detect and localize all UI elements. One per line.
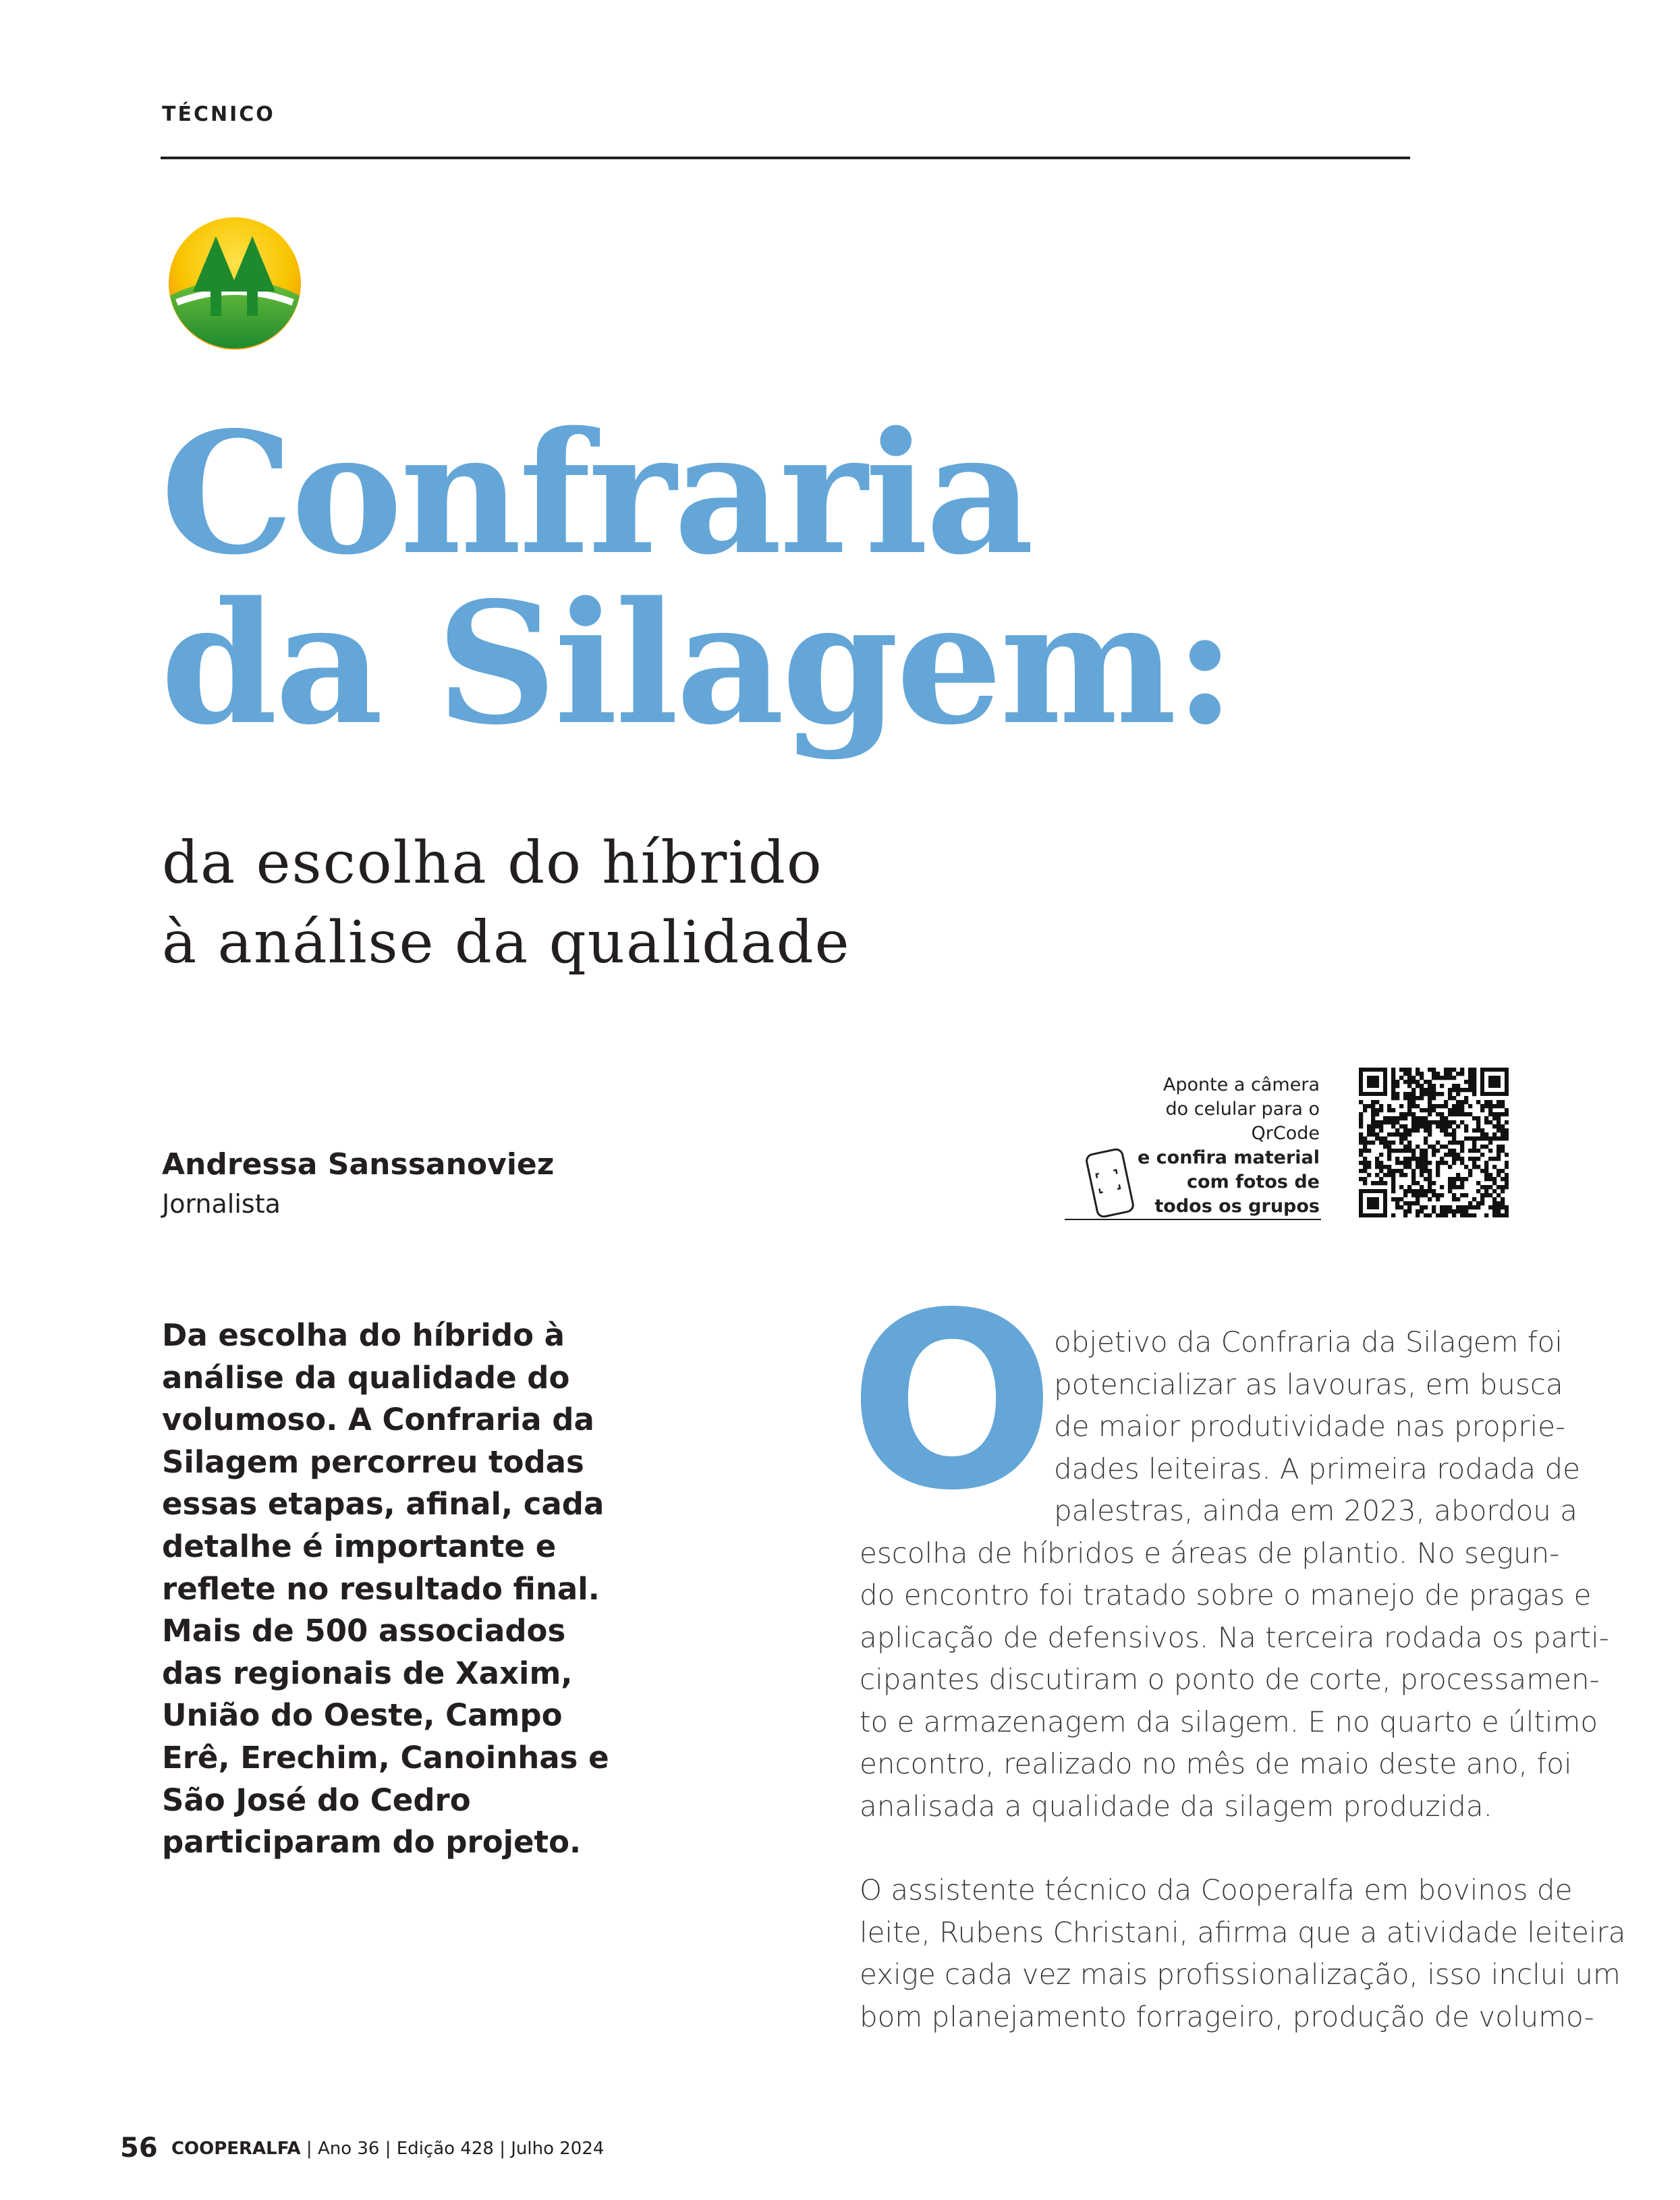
body-paragraph-2 [860, 1869, 1626, 2038]
qr-text-line: com fotos de [1187, 1172, 1320, 1192]
lead-paragraph: Da escolha do híbrido à análise da qualidade do volumoso. A Confraria da Silagem percorreu todas essas etapas, afinal, cada detalhe é importante e reflete no resultado final. Mais de 500 associados das regionais de Xaxim, União do Oeste, Campo Erê, Erechim, Canoinhas e São José do Cedro participaram do projeto. [162, 1317, 609, 1861]
qr-text-line: do celular para o [1165, 1099, 1320, 1120]
body-line: objetivo da Confraria da Silagem foi [1054, 1325, 1563, 1358]
body-line: potencializar as lavouras, em busca [1054, 1367, 1563, 1401]
qr-divider [1065, 1219, 1321, 1220]
body-line: to e armazenagem da silagem. E no quarto e último [860, 1705, 1598, 1738]
subtitle-line-1: da escolha do híbrido [162, 829, 823, 897]
body-line: bom planejamento forrageiro, produção de volumo- [860, 2000, 1594, 2033]
author-name: Andressa Sanssanoviez [162, 1147, 555, 1182]
body-paragraph-1 [860, 1321, 1609, 1827]
body-line: exige cada vez mais profissionalização, isso inclui um [860, 1958, 1621, 1991]
body-line: O assistente técnico da Cooperalfa em bovinos de [860, 1873, 1573, 1906]
qr-code[interactable] [1359, 1068, 1509, 1217]
body-line: cipantes discutiram o ponto de corte, processamen- [860, 1663, 1600, 1696]
cooperalfa-logo-icon [157, 216, 313, 351]
qr-text-line: e confira material [1137, 1147, 1320, 1168]
body-line: escolha de híbridos e áreas de plantio. No segun- [860, 1536, 1560, 1570]
body-line: palestras, ainda em 2023, abordou a [1054, 1494, 1577, 1527]
magazine-name: COOPERALFA [171, 2139, 301, 2159]
page-footer [120, 2133, 604, 2164]
article-title [161, 395, 1645, 762]
header-divider [161, 157, 1410, 159]
body-line: aplicação de defensivos. Na terceira rodada os parti- [860, 1620, 1609, 1654]
drop-cap: O [849, 1261, 1056, 1543]
section-label: TÉCNICO [162, 103, 275, 126]
body-line: encontro, realizado no mês de maio deste ano, foi [860, 1747, 1572, 1780]
issue-info: | Ano 36 | Edição 428 | Julho 2024 [306, 2139, 605, 2159]
body-line: do encontro foi tratado sobre o manejo de pragas e [860, 1578, 1592, 1612]
qr-text-line: todos os grupos [1154, 1196, 1320, 1217]
title-line-1: Confraria [161, 395, 1032, 592]
title-line-2: da Silagem: [161, 566, 1233, 762]
page-number: 56 [120, 2133, 158, 2164]
body-line: analisada a qualidade da silagem produzida. [860, 1789, 1492, 1823]
qr-text-line: QrCode [1251, 1123, 1320, 1144]
body-line: de maior produtividade nas proprie- [1054, 1410, 1566, 1443]
qr-text-line: Aponte a câmera [1163, 1074, 1320, 1095]
author-role: Jornalista [162, 1189, 281, 1219]
article-subtitle [162, 823, 1241, 983]
body-line: dades leiteiras. A primeira rodada de [1054, 1452, 1581, 1485]
body-line: leite, Rubens Christani, afirma que a atividade leiteira [860, 1915, 1626, 1949]
subtitle-line-2: à análise da qualidade [162, 909, 851, 977]
smartphone-scan-icon [1085, 1147, 1143, 1217]
